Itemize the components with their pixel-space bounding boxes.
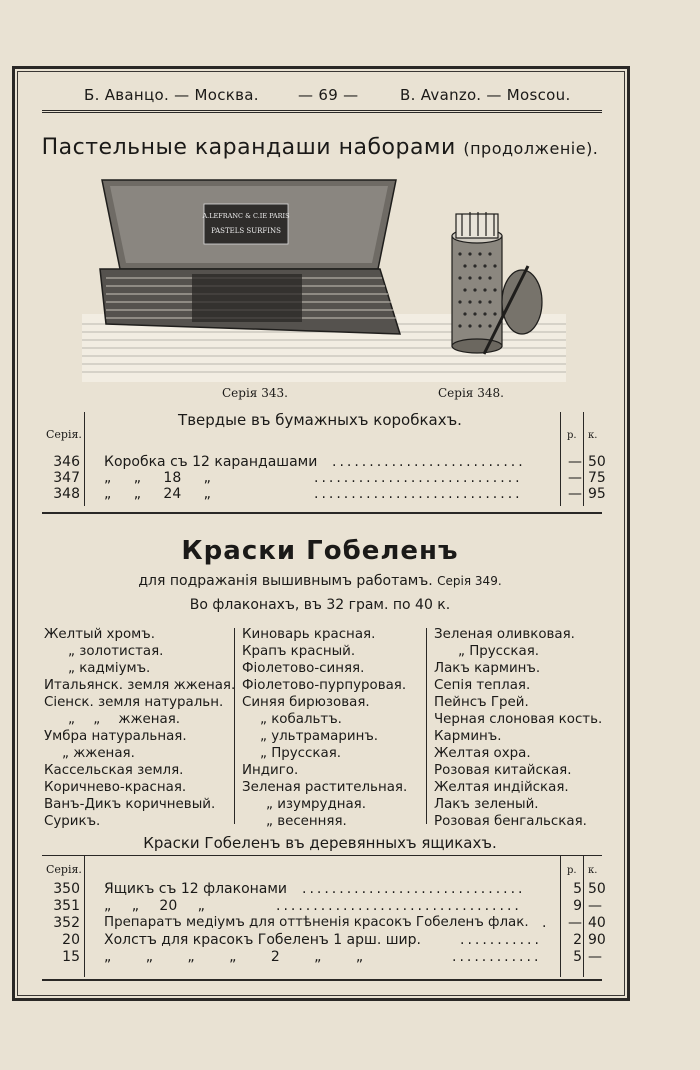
list-item: Розовая китайская. — [434, 763, 572, 778]
list-item: Зеленая оливковая. — [434, 627, 575, 642]
pastel-section-title — [0, 135, 640, 160]
list-item: Зеленая растительная. — [242, 780, 408, 795]
list-item: „ Прусская. — [260, 746, 342, 761]
wooden-boxes-subtitle: Краски Гобеленъ въ деревянныхъ ящикахъ. — [143, 834, 497, 852]
color-column-3 — [434, 626, 602, 830]
list-item: „ жженая. — [62, 746, 135, 761]
gobelin-description: для подражанія вышивнымъ работамъ. Серія 349. — [138, 573, 502, 589]
box-label-maker: A.LEFRANC & C.IE PARIS — [202, 212, 290, 220]
color-column-2 — [242, 626, 407, 830]
list-item: „ Прусская. — [458, 644, 540, 659]
pastel-price-table: Серія. р. к. 346 Коробка съ 12 карандашами .......................... — 50 347 „ „ 18 „ ............................ — 75 348 „ „ 24 „ ............................ — 95 — [42, 412, 602, 512]
hard-pastels-subtitle: Твердые въ бумажныхъ коробкахъ. — [178, 411, 462, 429]
page-number: — 69 — — [298, 86, 359, 104]
box-label — [204, 204, 288, 244]
col-header-series: Серія. — [46, 863, 82, 876]
list-item: Желтая охра. — [434, 746, 531, 761]
pastel-sets-illustration — [82, 174, 566, 382]
list-item: „ ультрамаринъ. — [260, 729, 379, 744]
list-item: Итальянск. земля жженая. — [44, 678, 236, 693]
list-item: Пейнсъ Грей. — [434, 695, 529, 710]
list-item: „ кадміумъ. — [68, 661, 151, 676]
list-item: Индиго. — [242, 763, 299, 778]
col-header-rub: р. — [567, 430, 577, 441]
list-item: Кассельская земля. — [44, 763, 184, 778]
col-header-series: Серія. — [46, 428, 82, 441]
pastel-title-note: (продолженіе). — [463, 139, 599, 158]
list-item: Черная слоновая кость. — [434, 712, 603, 727]
list-item: Желтый хромъ. — [44, 627, 155, 642]
section-divider — [42, 512, 602, 514]
list-item: Фіолетово-синяя. — [242, 661, 365, 676]
list-item: Карминъ. — [434, 729, 502, 744]
list-item: „ кобальтъ. — [260, 712, 342, 727]
col-header-rub: р. — [567, 865, 577, 876]
header-right: B. Avanzo. — Moscou. — [400, 86, 571, 104]
box-label-product: PASTELS SURFINS — [211, 227, 281, 235]
caption-series-348: Серія 348. — [438, 386, 504, 400]
list-item: Умбра натуральная. — [44, 729, 187, 744]
list-item: Розовая бенгальская. — [434, 814, 587, 829]
list-item: „ весенняя. — [266, 814, 347, 829]
list-item: „ изумрудная. — [266, 797, 366, 812]
caption-series-343: Серія 343. — [222, 386, 288, 400]
running-header — [40, 86, 600, 110]
gobelin-box-price-table: Серія. р. к. 350 Ящикъ съ 12 флаконами .............................. 5 50 351 „ „ 20 „ ................................. 9 — 352 Препаратъ медіумъ для оттѣненія красокъ Гобеленъ флак. . — 40 20 Холстъ для красокъ Гобеленъ 1 арш. шир. ........... 2 90 15 „ „ „ „ 2 „ „ ............ 5 — — [42, 855, 602, 980]
list-item: Ванъ-Дикъ коричневый. — [44, 797, 216, 812]
list-item: Фіолетово-пурпуровая. — [242, 678, 407, 693]
list-item: Сепія теплая. — [434, 678, 531, 693]
list-item: Сіенск. земля натуральн. — [44, 695, 224, 710]
gobelin-price-note: Во флаконахъ, въ 32 грам. по 40 к. — [189, 597, 451, 613]
gobelin-series: Серія 349. — [437, 574, 502, 588]
col-header-kop: к. — [588, 865, 598, 876]
color-column-1 — [44, 626, 235, 830]
list-item: Крапъ красный. — [242, 644, 356, 659]
pastel-title-main: Пастельные карандаши наборами — [41, 135, 456, 160]
header-rule — [42, 110, 602, 113]
list-item: Коричнево-красная. — [44, 780, 187, 795]
list-item: Синяя бирюзовая. — [242, 695, 370, 710]
list-item: Сурикъ. — [44, 814, 101, 829]
list-item: Лакъ зеленый. — [434, 797, 539, 812]
list-item: „ „ жженая. — [68, 712, 181, 727]
header-left: Б. Аванцо. — Москва. — [84, 86, 259, 104]
col-header-kop: к. — [588, 430, 598, 441]
gobelin-paints-title: Краски Гобеленъ — [181, 536, 459, 566]
list-item: Желтая индійская. — [434, 780, 569, 795]
list-item: „ золотистая. — [68, 644, 164, 659]
list-item: Киноварь красная. — [242, 627, 376, 642]
list-item: Лакъ карминъ. — [434, 661, 541, 676]
